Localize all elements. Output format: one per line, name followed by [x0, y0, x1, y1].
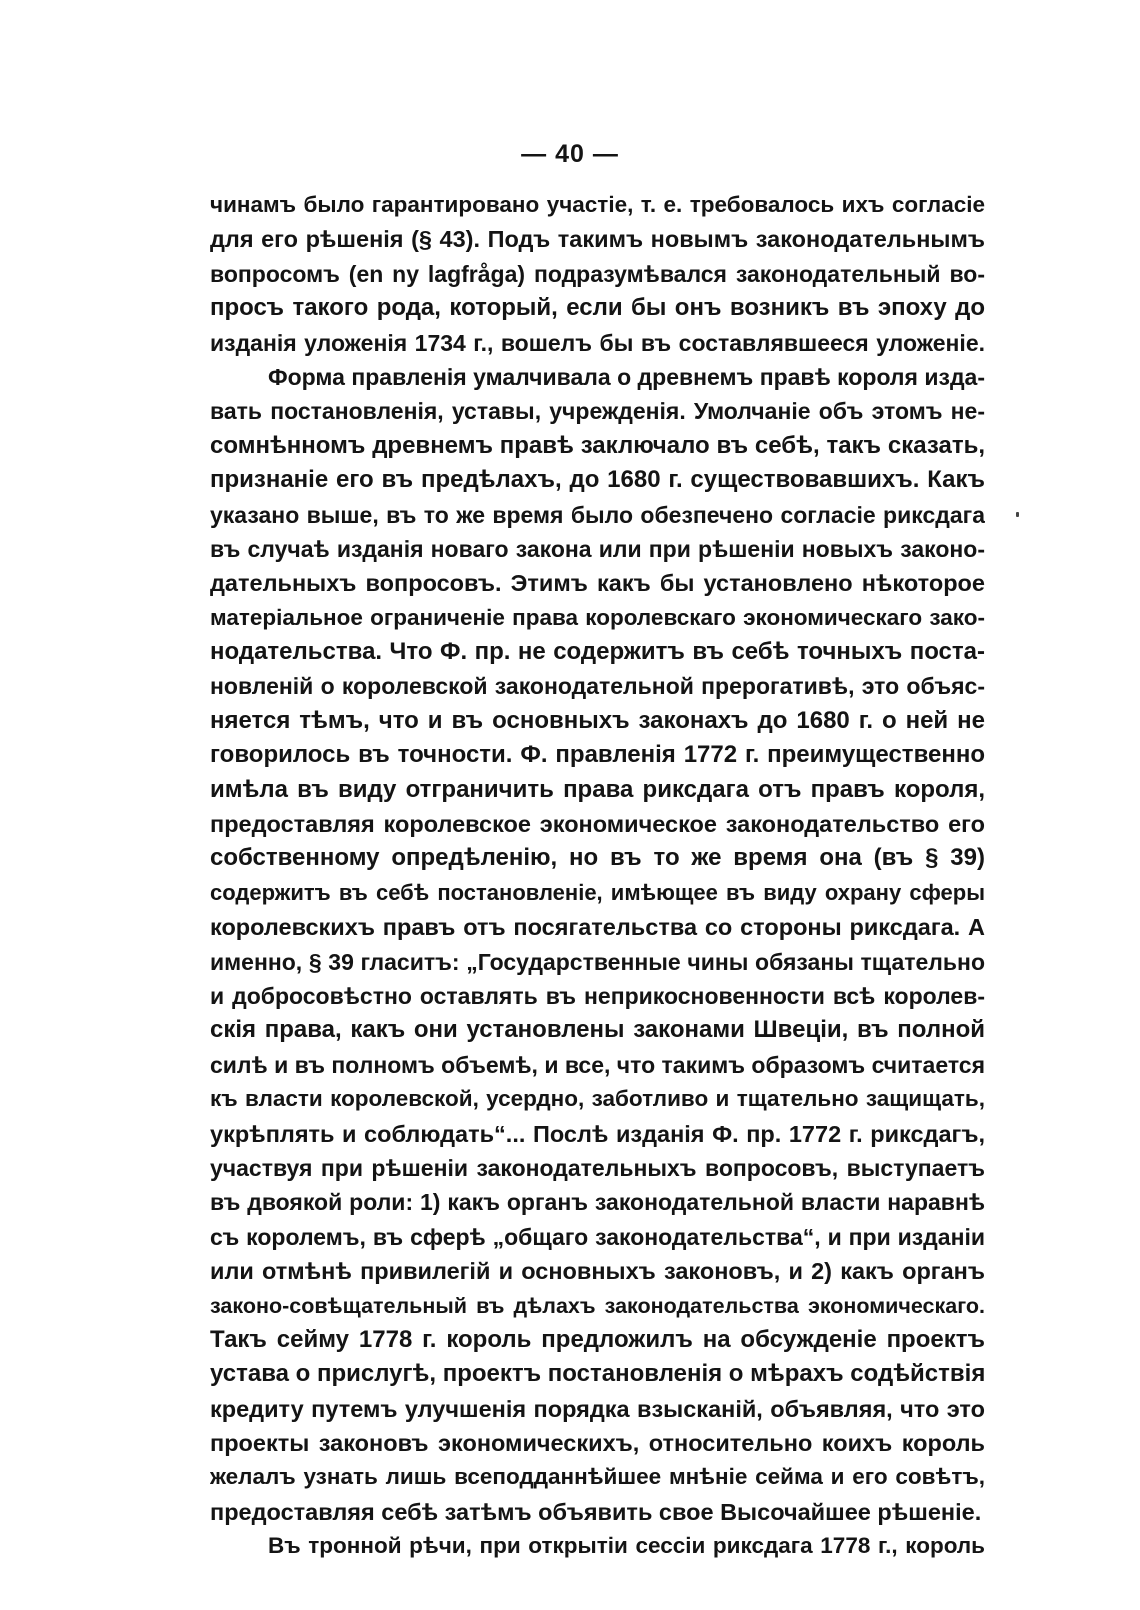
paragraph-end-line: предоставляя себѣ затѣмъ объявить свое Высочайшее рѣшеніе.	[210, 1498, 982, 1525]
text-line: предоставляя королевское экономическое законодательство его	[210, 811, 985, 838]
text-line: желалъ узнать лишь всеподданнѣйшее мнѣніе сейма и его совѣтъ,	[210, 1464, 985, 1490]
text-line: матеріальное ограниченіе права королевскаго экономическаго зако-	[210, 604, 985, 630]
text-line: именно, § 39 гласитъ: „Государственные чины обязаны тщательно	[210, 948, 985, 975]
text-line: нодательства. Что Ф. пр. не содержитъ въ себѣ точныхъ поста-	[210, 638, 985, 666]
text-line: содержитъ въ себѣ постановленіе, имѣющее въ виду охрану сферы	[210, 879, 985, 905]
text-line: скія права, какъ они установлены законами Швеціи, въ полной	[210, 1016, 985, 1044]
text-line: указано выше, въ то же время было обезпечено согласіе риксдага	[210, 501, 985, 528]
body-text	[210, 188, 985, 1564]
paragraph-start-line: Форма правленія умалчивала о древнемъ правѣ короля изда-	[268, 363, 985, 390]
text-line: говорилось въ точности. Ф. правленія 1772 г. преимущественно	[210, 741, 985, 769]
text-line: няется тѣмъ, что и въ основныхъ законахъ до 1680 г. о ней не	[210, 706, 985, 734]
text-line: съ королемъ, въ сферѣ „общаго законодательства“, и при изданіи	[210, 1223, 985, 1250]
text-line: участвуя при рѣшеніи законодательныхъ вопросовъ, выступаетъ	[210, 1154, 985, 1181]
text-line: изданія уложенія 1734 г., вошелъ бы въ составлявшееся уложеніе.	[210, 329, 985, 356]
text-line: законо-совѣщательный въ дѣлахъ законодательства экономическаго.	[210, 1293, 985, 1318]
text-line: королевскихъ правъ отъ посягательства со стороны риксдага. А	[210, 914, 985, 941]
text-line: дательныхъ вопросовъ. Этимъ какъ бы установлено нѣкоторое	[210, 570, 985, 597]
text-line: устава о прислугѣ, проектъ постановленія о мѣрахъ содѣйствія	[210, 1360, 985, 1388]
text-line: укрѣплять и соблюдать“... Послѣ изданія Ф. пр. 1772 г. риксдагъ,	[210, 1120, 985, 1147]
text-line: чинамъ было гарантировано участіе, т. е. требовалось ихъ согласіе	[210, 192, 985, 217]
text-line: или отмѣнѣ привилегій и основныхъ законовъ, и 2) какъ органъ	[210, 1258, 985, 1285]
text-line: силѣ и въ полномъ объемѣ, и все, что такимъ образомъ считается	[210, 1051, 985, 1078]
text-line: сомнѣнномъ древнемъ правѣ заключало въ себѣ, такъ сказать,	[210, 431, 985, 459]
text-line: Такъ сейму 1778 г. король предложилъ на обсужденіе проектъ	[210, 1325, 985, 1353]
page-number: — 40 —	[521, 140, 619, 168]
text-line: вопросомъ (en ny lagfråga) подразумѣвался законодательный во-	[210, 260, 985, 287]
text-line: вать постановленія, уставы, учрежденія. Умолчаніе объ этомъ не-	[210, 398, 985, 425]
text-line: въ двоякой роли: 1) какъ органъ законодательной власти наравнѣ	[210, 1189, 985, 1216]
text-line: проекты законовъ экономическихъ, относительно коихъ король	[210, 1430, 985, 1457]
text-line: имѣла въ виду отграничить права риксдага отъ правъ короля,	[210, 775, 985, 803]
text-line: къ власти королевской, усердно, заботливо и тщательно защищать,	[210, 1086, 985, 1112]
text-line: новленій о королевской законодательной прерогативѣ, это объяс-	[210, 673, 985, 700]
text-line: для его рѣшенія (§ 43). Подъ такимъ новымъ законодательнымъ	[210, 226, 985, 253]
text-line: и добросовѣстно оставлять въ неприкосновенности всѣ королев-	[210, 982, 985, 1009]
text-line: просъ такого рода, который, если бы онъ возникъ въ эпоху до	[210, 294, 985, 322]
text-line: собственному опредѣленію, но въ то же время она (въ § 39)	[210, 844, 985, 872]
scan-speck	[1016, 512, 1019, 517]
text-line: кредиту путемъ улучшенія порядка взысканій, объявляя, что это	[210, 1395, 985, 1422]
text-line: въ случаѣ изданія новаго закона или при рѣшеніи новыхъ законо-	[210, 535, 985, 562]
text-line: признаніе его въ предѣлахъ, до 1680 г. существовавшихъ. Какъ	[210, 466, 985, 494]
paragraph-start-line: Въ тронной рѣчи, при открытіи сессіи риксдага 1778 г., король	[268, 1533, 985, 1559]
